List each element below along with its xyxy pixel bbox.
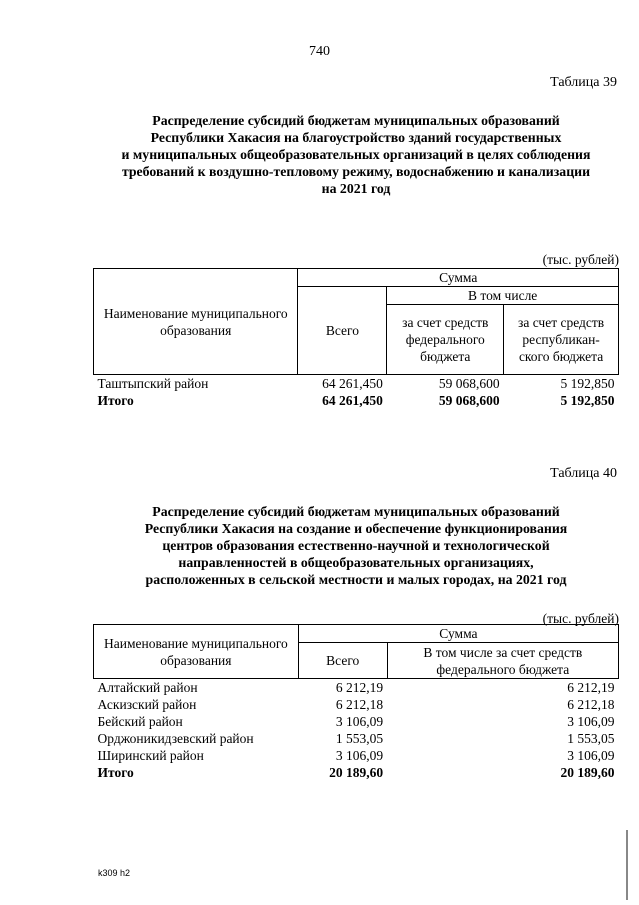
total-row: [94, 392, 619, 409]
row-republican: 5 192,850: [560, 376, 615, 391]
footer-code: k309 h2: [98, 868, 131, 878]
row-name: Бейский район: [97, 714, 183, 729]
table-39-unit: (тыс. рублей): [542, 252, 619, 267]
total-republican: 5 192,850: [560, 393, 615, 408]
header-federal: за счет средств федерального бюджета: [387, 305, 504, 375]
scan-edge-line: [626, 830, 628, 900]
title-line: требований к воздушно-тепловому режиму, водоснабжению и канализации: [121, 164, 591, 179]
table-row: [94, 713, 619, 730]
header-including: В том числе: [387, 287, 619, 305]
title-line: Республики Хакасия на создание и обеспечение функционирования: [144, 521, 568, 536]
row-total: 6 212,18: [335, 697, 384, 712]
header-total: Всего: [298, 287, 387, 375]
total-federal: 59 068,600: [438, 393, 500, 408]
table-40-label: Таблица 40: [550, 466, 617, 481]
total-total: 20 189,60: [329, 765, 384, 780]
row-federal: 3 106,09: [567, 714, 615, 729]
title-line: Распределение субсидий бюджетам муниципальных образований: [152, 504, 560, 519]
row-name: Ширинский район: [97, 748, 204, 763]
row-name: Орджоникидзевский район: [97, 731, 254, 746]
row-name: Аскизский район: [97, 697, 197, 712]
row-total: 1 553,05: [335, 731, 384, 746]
title-line: направленностей в общеобразовательных организациях,: [178, 555, 534, 570]
total-total: 64 261,450: [322, 393, 383, 408]
title-line: центров образования естественно-научной и технологической: [162, 538, 550, 553]
title-line: Распределение субсидий бюджетам муниципальных образований: [152, 113, 560, 128]
header-sum: Сумма: [298, 625, 618, 643]
row-total: 64 261,450: [322, 376, 383, 391]
row-name: Алтайский район: [97, 680, 198, 695]
header-name-column: Наименование муниципального образования: [94, 269, 298, 375]
table-row: [94, 747, 619, 764]
title-line: на 2021 год: [321, 181, 391, 196]
row-name: Таштыпский район: [97, 376, 209, 391]
table-40-unit: (тыс. рублей): [542, 611, 619, 626]
table-row: [94, 375, 619, 393]
header-name-column: Наименование муниципального образования: [94, 625, 299, 679]
table-39-label: Таблица 39: [550, 75, 617, 90]
row-federal: 59 068,600: [438, 376, 500, 391]
row-total: 6 212,19: [335, 680, 384, 695]
header-sum: Сумма: [298, 269, 619, 287]
header-republican: за счет средств республикан-ского бюджета: [504, 305, 619, 375]
row-total: 3 106,09: [335, 714, 384, 729]
row-federal: 6 212,18: [567, 697, 615, 712]
table-39-title: [88, 112, 624, 197]
row-total: 3 106,09: [335, 748, 384, 763]
row-federal: 6 212,19: [567, 680, 615, 695]
table-row: [94, 696, 619, 713]
row-federal: 3 106,09: [567, 748, 615, 763]
table-40-title: [88, 503, 624, 588]
table-40: [93, 624, 619, 781]
title-line: Республики Хакасия на благоустройство зданий государственных: [150, 130, 562, 145]
table-row: [94, 730, 619, 747]
table-39: [93, 268, 619, 409]
row-federal: 1 553,05: [567, 731, 615, 746]
header-total: Всего: [298, 643, 387, 679]
table-row: [94, 679, 619, 697]
title-line: расположенных в сельской местности и малых городах, на 2021 год: [145, 572, 567, 587]
title-line: и муниципальных общеобразовательных организаций в целях соблюдения: [121, 147, 591, 162]
total-name: Итого: [97, 765, 134, 780]
total-name: Итого: [97, 393, 134, 408]
header-federal: В том числе за счет средств федерального бюджета: [387, 643, 618, 679]
page-number: 740: [309, 44, 330, 59]
total-row: [94, 764, 619, 781]
total-federal: 20 189,60: [560, 765, 615, 780]
